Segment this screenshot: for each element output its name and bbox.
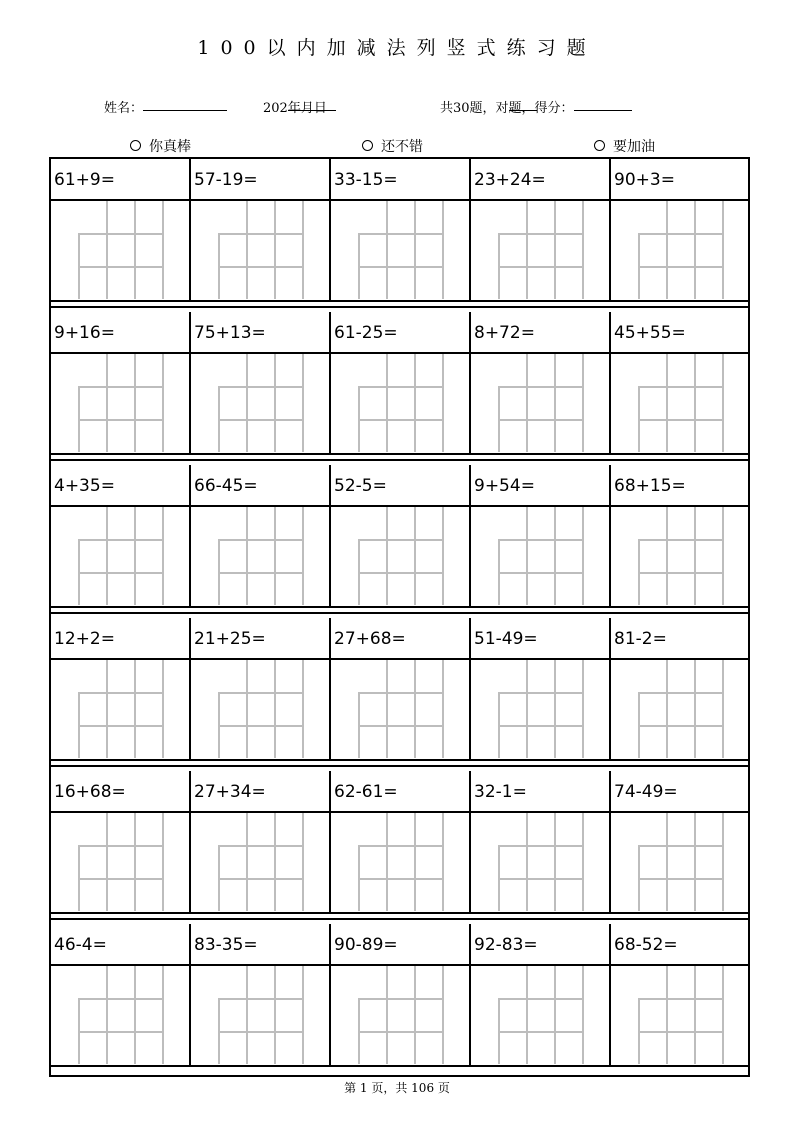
problem-text: 61+9= (51, 159, 189, 201)
box-line (106, 354, 108, 452)
problem-cell (191, 924, 331, 1065)
box-line (498, 539, 584, 541)
box-line (666, 354, 668, 452)
box-line (386, 660, 388, 758)
problem-cell (611, 618, 748, 759)
box-line (246, 354, 248, 452)
box-line (498, 725, 584, 727)
vertical-calc-boxes[interactable] (498, 813, 583, 911)
box-line (78, 692, 164, 694)
box-line (386, 813, 388, 911)
box-line (358, 386, 444, 388)
box-line (162, 201, 164, 299)
box-line (302, 660, 304, 758)
box-line (498, 692, 584, 694)
box-line (638, 725, 724, 727)
box-line (134, 354, 136, 452)
box-line (414, 354, 416, 452)
box-line (106, 201, 108, 299)
vertical-calc-boxes[interactable] (218, 660, 303, 758)
box-line (554, 813, 556, 911)
box-line (134, 813, 136, 911)
problem-text: 16+68= (51, 771, 189, 813)
vertical-calc-boxes[interactable] (78, 201, 163, 299)
vertical-calc-boxes[interactable] (358, 354, 443, 452)
problem-text: 8+72= (471, 312, 609, 354)
problem-text: 90-89= (331, 924, 469, 966)
box-line (358, 266, 444, 268)
year-prefix: 202 (263, 101, 288, 116)
problem-text: 4+35= (51, 465, 189, 507)
box-line (162, 813, 164, 911)
box-line (414, 660, 416, 758)
box-line (218, 878, 304, 880)
vertical-calc-boxes[interactable] (78, 660, 163, 758)
box-line (498, 572, 584, 574)
box-line (554, 966, 556, 1064)
problem-text: 68+15= (611, 465, 748, 507)
score-blank[interactable] (574, 97, 632, 111)
box-line (722, 201, 724, 299)
box-line (218, 419, 304, 421)
box-line (106, 660, 108, 758)
problem-text: 62-61= (331, 771, 469, 813)
box-line (722, 813, 724, 911)
box-line (414, 813, 416, 911)
box-line (526, 507, 528, 605)
box-line (218, 998, 304, 1000)
problem-cell (51, 771, 191, 912)
rating-label: 你真棒 (149, 139, 191, 155)
box-line (274, 813, 276, 911)
vertical-calc-boxes[interactable] (498, 354, 583, 452)
problem-row (51, 312, 748, 453)
vertical-calc-boxes[interactable] (638, 201, 723, 299)
problem-row (51, 618, 748, 759)
box-line (498, 1031, 584, 1033)
box-line (694, 354, 696, 452)
box-line (638, 419, 724, 421)
rating-good[interactable] (362, 136, 423, 156)
vertical-calc-boxes[interactable] (358, 201, 443, 299)
box-line (246, 201, 248, 299)
problem-text: 32-1= (471, 771, 609, 813)
box-line (526, 354, 528, 452)
box-line (162, 507, 164, 605)
box-line (414, 966, 416, 1064)
vertical-calc-boxes[interactable] (498, 660, 583, 758)
box-line (694, 660, 696, 758)
page-footer: 第 1 页，共 106 页 (344, 1081, 450, 1095)
date-field (263, 97, 327, 116)
box-line (582, 354, 584, 452)
problem-text: 21+25= (191, 618, 329, 660)
problem-text: 45+55= (611, 312, 748, 354)
problem-cell (51, 465, 191, 606)
name-blank[interactable] (143, 97, 227, 111)
vertical-calc-boxes[interactable] (358, 507, 443, 605)
box-line (722, 966, 724, 1064)
box-line (218, 539, 304, 541)
problem-cell (611, 159, 748, 300)
rating-label: 还不错 (381, 139, 423, 155)
box-line (638, 692, 724, 694)
box-line (638, 845, 724, 847)
box-line (386, 966, 388, 1064)
problem-cell (611, 771, 748, 912)
box-line (218, 266, 304, 268)
box-line (386, 201, 388, 299)
vertical-calc-boxes[interactable] (218, 354, 303, 452)
box-line (498, 419, 584, 421)
vertical-calc-boxes[interactable] (638, 813, 723, 911)
problem-cell (51, 924, 191, 1065)
problem-text: 90+3= (611, 159, 748, 201)
vertical-calc-boxes[interactable] (218, 966, 303, 1064)
box-line (106, 813, 108, 911)
box-line (218, 692, 304, 694)
vertical-calc-boxes[interactable] (78, 507, 163, 605)
problem-text: 68-52= (611, 924, 748, 966)
box-line (358, 998, 444, 1000)
box-line (358, 878, 444, 880)
box-line (134, 660, 136, 758)
box-line (274, 201, 276, 299)
problem-text: 61-25= (331, 312, 469, 354)
box-line (554, 660, 556, 758)
vertical-calc-boxes[interactable] (638, 354, 723, 452)
box-line (302, 201, 304, 299)
box-line (442, 660, 444, 758)
box-line (274, 660, 276, 758)
vertical-calc-boxes[interactable] (358, 660, 443, 758)
circle-icon (130, 140, 141, 151)
box-line (526, 201, 528, 299)
problem-text: 27+68= (331, 618, 469, 660)
problem-text: 81-2= (611, 618, 748, 660)
problem-row (51, 159, 748, 300)
box-line (386, 354, 388, 452)
box-line (638, 572, 724, 574)
problem-text: 66-45= (191, 465, 329, 507)
box-line (78, 725, 164, 727)
box-line (218, 1031, 304, 1033)
box-line (218, 572, 304, 574)
vertical-calc-boxes[interactable] (218, 813, 303, 911)
total-suffix: 题，得分： (508, 101, 574, 116)
box-line (666, 813, 668, 911)
row-separator (51, 453, 748, 461)
box-line (218, 725, 304, 727)
box-line (694, 966, 696, 1064)
vertical-calc-boxes[interactable] (78, 966, 163, 1064)
box-line (218, 233, 304, 235)
box-line (106, 507, 108, 605)
problem-grid (49, 157, 750, 1077)
box-line (386, 507, 388, 605)
circle-icon (594, 140, 605, 151)
box-line (582, 507, 584, 605)
problem-cell (51, 312, 191, 453)
correct-count-blank[interactable] (509, 97, 537, 111)
year-label: 年 (287, 101, 301, 116)
box-line (526, 813, 528, 911)
problem-cell (51, 159, 191, 300)
box-line (666, 660, 668, 758)
box-line (274, 354, 276, 452)
box-line (442, 507, 444, 605)
box-line (414, 507, 416, 605)
vertical-calc-boxes[interactable] (218, 201, 303, 299)
problem-cell (331, 312, 471, 453)
day-blank[interactable] (314, 97, 336, 111)
row-separator (51, 606, 748, 614)
vertical-calc-boxes[interactable] (498, 966, 583, 1064)
box-line (274, 507, 276, 605)
rating-label: 要加油 (613, 139, 655, 155)
problem-cell (471, 618, 611, 759)
vertical-calc-boxes[interactable] (638, 507, 723, 605)
name-label: 姓名： (104, 101, 144, 116)
box-line (722, 354, 724, 452)
box-line (694, 813, 696, 911)
box-line (638, 998, 724, 1000)
box-line (638, 233, 724, 235)
box-line (358, 845, 444, 847)
box-line (358, 419, 444, 421)
box-line (246, 660, 248, 758)
problem-cell (471, 771, 611, 912)
problem-row (51, 924, 748, 1065)
box-line (722, 660, 724, 758)
problem-cell (471, 312, 611, 453)
box-line (78, 572, 164, 574)
rating-try-harder[interactable] (594, 136, 655, 156)
box-line (78, 1031, 164, 1033)
box-line (78, 233, 164, 235)
problem-text: 74-49= (611, 771, 748, 813)
box-line (498, 386, 584, 388)
problem-text: 57-19= (191, 159, 329, 201)
vertical-calc-boxes[interactable] (218, 507, 303, 605)
box-line (498, 998, 584, 1000)
box-line (638, 386, 724, 388)
problem-text: 51-49= (471, 618, 609, 660)
box-line (274, 966, 276, 1064)
name-field (104, 97, 143, 116)
box-line (498, 233, 584, 235)
row-separator (51, 759, 748, 767)
problem-cell (191, 465, 331, 606)
box-line (78, 266, 164, 268)
box-line (442, 354, 444, 452)
problem-cell (471, 465, 611, 606)
problem-cell (331, 924, 471, 1065)
box-line (666, 201, 668, 299)
score-field (440, 97, 574, 116)
box-line (498, 878, 584, 880)
problem-cell (471, 159, 611, 300)
box-line (302, 507, 304, 605)
problem-cell (331, 618, 471, 759)
box-line (134, 507, 136, 605)
box-line (162, 660, 164, 758)
box-line (358, 539, 444, 541)
problem-text: 9+16= (51, 312, 189, 354)
problem-cell (611, 312, 748, 453)
box-line (582, 813, 584, 911)
box-line (442, 201, 444, 299)
box-line (694, 201, 696, 299)
box-line (638, 539, 724, 541)
problem-text: 27+34= (191, 771, 329, 813)
box-line (554, 201, 556, 299)
box-line (526, 966, 528, 1064)
box-line (218, 386, 304, 388)
box-line (694, 507, 696, 605)
vertical-calc-boxes[interactable] (78, 354, 163, 452)
box-line (666, 507, 668, 605)
box-line (638, 878, 724, 880)
box-line (78, 998, 164, 1000)
problem-cell (191, 618, 331, 759)
box-line (246, 966, 248, 1064)
problem-cell (611, 465, 748, 606)
box-line (442, 813, 444, 911)
problem-cell (191, 312, 331, 453)
vertical-calc-boxes[interactable] (358, 966, 443, 1064)
box-line (134, 201, 136, 299)
box-line (78, 878, 164, 880)
problem-row (51, 771, 748, 912)
problem-row (51, 465, 748, 606)
box-line (78, 539, 164, 541)
box-line (218, 845, 304, 847)
vertical-calc-boxes[interactable] (358, 813, 443, 911)
box-line (414, 201, 416, 299)
problem-text: 92-83= (471, 924, 609, 966)
problem-cell (191, 771, 331, 912)
box-line (162, 354, 164, 452)
box-line (78, 845, 164, 847)
problem-text: 12+2= (51, 618, 189, 660)
box-line (666, 966, 668, 1064)
box-line (302, 354, 304, 452)
total-prefix: 共30题，对 (440, 101, 509, 116)
box-line (358, 692, 444, 694)
box-line (162, 966, 164, 1064)
box-line (106, 966, 108, 1064)
vertical-calc-boxes[interactable] (638, 966, 723, 1064)
box-line (582, 660, 584, 758)
vertical-calc-boxes[interactable] (498, 201, 583, 299)
box-line (302, 813, 304, 911)
problem-cell (51, 618, 191, 759)
box-line (582, 966, 584, 1064)
box-line (246, 813, 248, 911)
problem-cell (331, 465, 471, 606)
row-separator (51, 912, 748, 920)
problem-text: 33-15= (331, 159, 469, 201)
problem-text: 83-35= (191, 924, 329, 966)
box-line (638, 1031, 724, 1033)
problem-text: 75+13= (191, 312, 329, 354)
box-line (358, 233, 444, 235)
vertical-calc-boxes[interactable] (498, 507, 583, 605)
vertical-calc-boxes[interactable] (638, 660, 723, 758)
problem-text: 52-5= (331, 465, 469, 507)
box-line (554, 354, 556, 452)
box-line (722, 507, 724, 605)
box-line (498, 266, 584, 268)
problem-cell (471, 924, 611, 1065)
box-line (638, 266, 724, 268)
page-title: 100以内加减法列竖式练习题 (197, 37, 597, 59)
box-line (78, 419, 164, 421)
problem-text: 23+24= (471, 159, 609, 201)
day-label: 日 (313, 101, 327, 116)
box-line (554, 507, 556, 605)
box-line (526, 660, 528, 758)
problem-text: 46-4= (51, 924, 189, 966)
problem-cell (331, 159, 471, 300)
box-line (302, 966, 304, 1064)
rating-great[interactable] (130, 136, 191, 156)
box-line (498, 845, 584, 847)
box-line (246, 507, 248, 605)
problem-cell (331, 771, 471, 912)
vertical-calc-boxes[interactable] (78, 813, 163, 911)
box-line (358, 1031, 444, 1033)
box-line (358, 572, 444, 574)
box-line (442, 966, 444, 1064)
box-line (134, 966, 136, 1064)
box-line (78, 386, 164, 388)
problem-cell (611, 924, 748, 1065)
problem-text: 9+54= (471, 465, 609, 507)
box-line (582, 201, 584, 299)
row-separator (51, 300, 748, 308)
problem-cell (191, 159, 331, 300)
month-label: 月 (300, 101, 314, 116)
row-separator (51, 1065, 748, 1071)
circle-icon (362, 140, 373, 151)
box-line (358, 725, 444, 727)
